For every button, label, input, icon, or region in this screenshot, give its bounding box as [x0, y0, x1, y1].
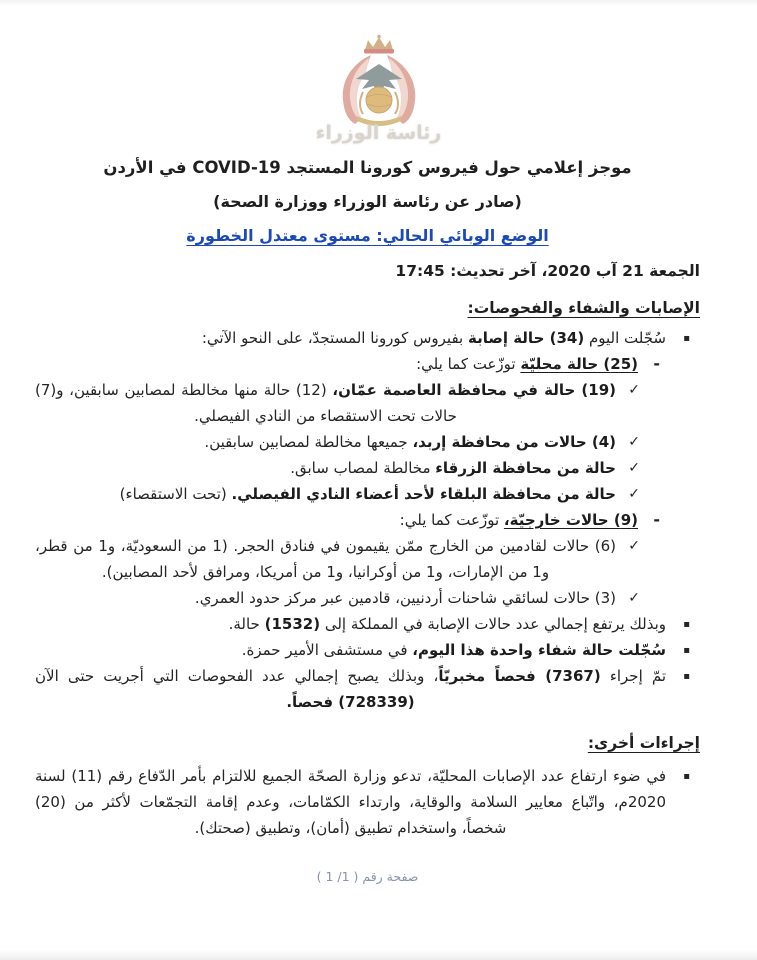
square-marker: ▪: [683, 771, 690, 782]
list-item-text: (4) حالات من محافظة إربد، جميعها مخالطة لمصابين سابقين.: [204, 433, 616, 451]
list-item-text: (3) حالات لسائقي شاحنات أردنيين، قادمين عبر مركز حدود العمري.: [194, 589, 616, 607]
square-marker: ▪: [683, 333, 690, 344]
check-icon: ✓: [628, 460, 640, 476]
photo-edge-bottom: [0, 950, 757, 960]
check-icon: ✓: [628, 538, 640, 554]
document-subtitle: (صادر عن رئاسة الوزراء ووزارة الصحة): [213, 192, 522, 211]
list-item: [35, 585, 700, 611]
list-item-text: سُجّلت اليوم (34) حالة إصابة بفيروس كورونا المستجدّ، على النحو الآتي:: [201, 329, 666, 347]
list-item-text: تمّ إجراء (7367) فحصاً مخبريّاً، وبذلك يصبح إجمالي عدد الفحوصات التي أجريت حتى الآن (728339) فحصاً.: [35, 667, 666, 711]
list-item: [35, 533, 700, 585]
list-item-text: (9) حالات خارجيّة، توزّعت كما يلي:: [399, 511, 638, 529]
square-marker: ▪: [683, 645, 690, 656]
list-item: [35, 377, 700, 429]
check-icon: ✓: [628, 590, 640, 606]
list-item-text: حالة من محافظة الزرقاء مخالطة لمصاب سابق.: [290, 459, 616, 477]
dash-marker: -: [653, 354, 660, 373]
list-item-text: (19) حالة في محافظة العاصمة عمّان، (12) حالة منها مخالطة لمصابين سابقين، و(7) حالات تحت الاستقصاء من النادي الفيصلي.: [35, 381, 616, 425]
section-heading-cases: الإصابات والشفاء والفحوصات:: [467, 299, 700, 317]
list-item: [35, 637, 700, 663]
list-item: [35, 481, 700, 507]
cases-list: [35, 325, 700, 715]
square-marker: ▪: [683, 619, 690, 630]
logo-calligraphy-caption: رئاسة الوزراء: [315, 122, 442, 144]
check-icon: ✓: [628, 382, 640, 398]
page-number: صفحة رقم ( 1/ 1 ): [316, 869, 419, 884]
list-item: [35, 507, 700, 533]
date-line: الجمعة 21 آب 2020، آخر تحديث: 17:45: [395, 262, 700, 280]
list-item-text: وبذلك يرتفع إجمالي عدد حالات الإصابة في المملكة إلى (1532) حالة.: [228, 615, 666, 633]
section-heading-measures: إجراءات أخرى:: [587, 734, 700, 752]
list-item: [35, 663, 700, 715]
list-item-text: سُجّلت حالة شفاء واحدة هذا اليوم، في مستشفى الأمير حمزة.: [241, 641, 666, 659]
epidemic-status-heading: الوضع الوبائي الحالي: مستوى معتدل الخطورة: [186, 226, 549, 245]
list-item-text: (6) حالات لقادمين من الخارج ممّن يقيمون في فنادق الحجر. (1 من السعوديّة، و1 من قطر، و1 من الإمارات، و1 من أوكرانيا، و1 من أمريكا، ومرافق لأحد المصابين).: [35, 537, 617, 581]
dash-marker: -: [653, 510, 660, 529]
square-marker: ▪: [683, 671, 690, 682]
list-item: [35, 429, 700, 455]
list-item: [35, 351, 700, 377]
photo-edge-top: [0, 0, 757, 6]
list-item-text: حالة من محافظة البلقاء لأحد أعضاء النادي الفيصلي. (تحت الاستقصاء): [119, 485, 616, 503]
list-item-text: في ضوء ارتفاع عدد الإصابات المحليّة، تدعو وزارة الصحّة الجميع للالتزام بأمر الدّفاع رقم (11) لسنة 2020م، واتّباع معايير السلامة والوقاية، وارتداء الكمّامات، وعدم إقامة التجمّعات لأكثر من (20) شخصاً، واستخدام تطبيق (أمان)، وتطبيق (صحتك).: [35, 767, 666, 837]
jordan-prime-ministry-logo: [304, 34, 454, 144]
check-icon: ✓: [628, 486, 640, 502]
list-item: [35, 763, 700, 841]
document-title: موجز إعلامي حول فيروس كورونا المستجد ‎COVID-19‎ في الأردن: [103, 158, 632, 177]
list-item: [35, 611, 700, 637]
document-content: [0, 158, 757, 884]
list-item: [35, 455, 700, 481]
measures-list: [35, 763, 700, 841]
list-item-text: (25) حالة محليّة توزّعت كما يلي:: [416, 355, 638, 373]
check-icon: ✓: [628, 434, 640, 450]
list-item: [35, 325, 700, 351]
royal-coat-of-arms-icon: [319, 34, 439, 126]
